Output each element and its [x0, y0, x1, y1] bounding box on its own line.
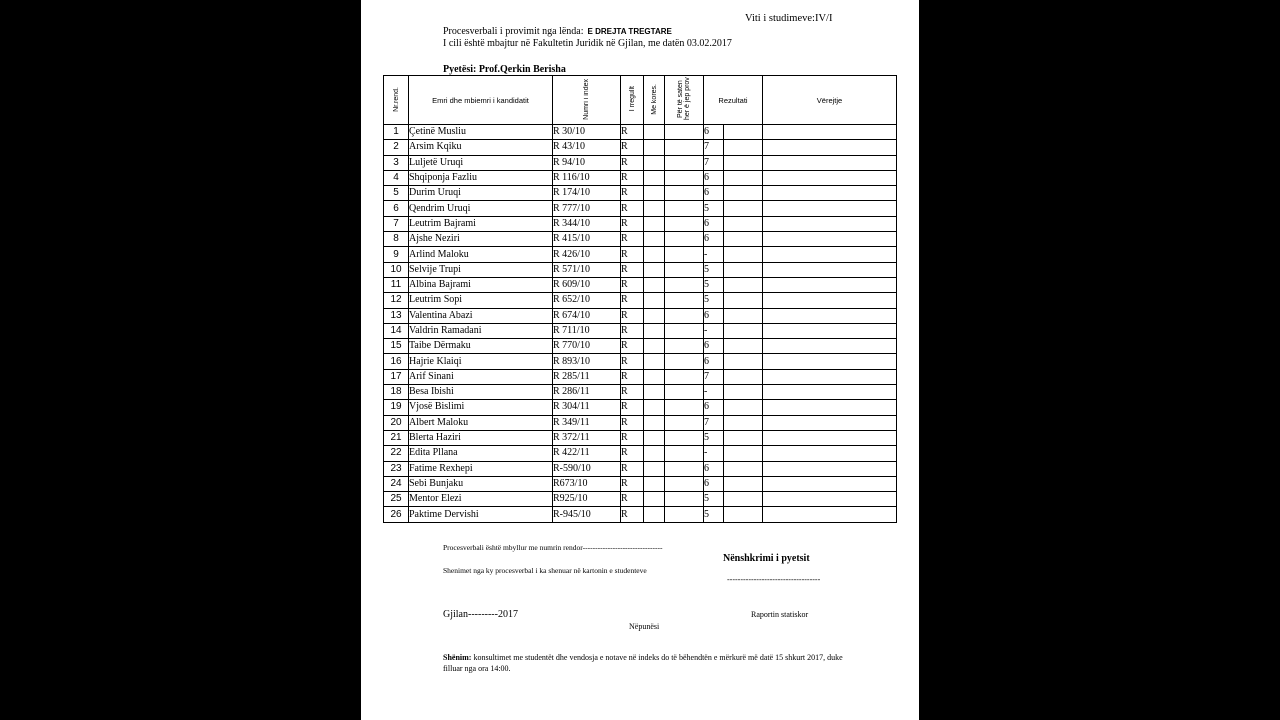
regular-mark: R: [621, 201, 644, 216]
row-number: 1: [384, 125, 409, 140]
result-extra-cell: [724, 339, 763, 354]
table-row: [384, 400, 897, 415]
remarks-cell: [763, 262, 897, 277]
correspondence-cell: [644, 354, 665, 369]
table-row: [384, 492, 897, 507]
remarks-cell: [763, 277, 897, 292]
index-number: R 426/10: [553, 247, 621, 262]
col-regular: I rregullt: [621, 76, 644, 125]
remarks-cell: [763, 247, 897, 262]
regular-mark: R: [621, 476, 644, 491]
student-name: Vjosë Bislimi: [409, 400, 553, 415]
retake-cell: [665, 400, 704, 415]
index-number: R 94/10: [553, 155, 621, 170]
table-row: [384, 339, 897, 354]
index-number: R 285/11: [553, 369, 621, 384]
grade-cell: 6: [704, 461, 724, 476]
student-name: Albert Maloku: [409, 415, 553, 430]
col-result: Rezultati: [704, 76, 763, 125]
correspondence-cell: [644, 201, 665, 216]
note: [443, 653, 843, 674]
result-extra-cell: [724, 400, 763, 415]
correspondence-cell: [644, 216, 665, 231]
index-number: R 609/10: [553, 277, 621, 292]
index-number: R 349/11: [553, 415, 621, 430]
retake-cell: [665, 155, 704, 170]
index-number: R 116/10: [553, 170, 621, 185]
retake-cell: [665, 507, 704, 522]
remarks-cell: [763, 323, 897, 338]
correspondence-cell: [644, 369, 665, 384]
row-number: 6: [384, 201, 409, 216]
row-number: 16: [384, 354, 409, 369]
retake-cell: [665, 308, 704, 323]
regular-mark: R: [621, 140, 644, 155]
regular-mark: R: [621, 277, 644, 292]
table-row: [384, 354, 897, 369]
retake-cell: [665, 415, 704, 430]
result-extra-cell: [724, 277, 763, 292]
result-extra-cell: [724, 308, 763, 323]
table-row: [384, 140, 897, 155]
table-row: [384, 155, 897, 170]
retake-cell: [665, 293, 704, 308]
correspondence-cell: [644, 293, 665, 308]
row-number: 19: [384, 400, 409, 415]
grade-cell: 5: [704, 430, 724, 445]
exam-location-date: I cili është mbajtur në Fakultetin Juridik në Gjilan, me datën 03.02.2017: [443, 38, 732, 49]
regular-mark: R: [621, 369, 644, 384]
student-name: Valentina Abazi: [409, 308, 553, 323]
retake-cell: [665, 461, 704, 476]
row-number: 23: [384, 461, 409, 476]
grade-cell: 5: [704, 293, 724, 308]
student-name: Leutrim Sopi: [409, 293, 553, 308]
result-extra-cell: [724, 492, 763, 507]
remarks-cell: [763, 492, 897, 507]
retake-cell: [665, 277, 704, 292]
correspondence-cell: [644, 140, 665, 155]
result-extra-cell: [724, 125, 763, 140]
grade-cell: -: [704, 385, 724, 400]
result-extra-cell: [724, 369, 763, 384]
result-extra-cell: [724, 507, 763, 522]
retake-cell: [665, 492, 704, 507]
row-number: 5: [384, 186, 409, 201]
table-row: [384, 277, 897, 292]
index-number: R 30/10: [553, 125, 621, 140]
result-extra-cell: [724, 186, 763, 201]
note-label: Shënim:: [443, 653, 472, 662]
row-number: 24: [384, 476, 409, 491]
correspondence-cell: [644, 507, 665, 522]
grade-cell: 6: [704, 125, 724, 140]
correspondence-cell: [644, 170, 665, 185]
retake-cell: [665, 430, 704, 445]
grade-cell: 5: [704, 201, 724, 216]
student-name: Edita Pllana: [409, 446, 553, 461]
grade-cell: 5: [704, 492, 724, 507]
table-row: [384, 323, 897, 338]
index-number: R-590/10: [553, 461, 621, 476]
signature-line: -----------------------------------: [727, 575, 821, 584]
index-number: R673/10: [553, 476, 621, 491]
regular-mark: R: [621, 155, 644, 170]
row-number: 10: [384, 262, 409, 277]
row-number: 9: [384, 247, 409, 262]
correspondence-cell: [644, 492, 665, 507]
regular-mark: R: [621, 400, 644, 415]
correspondence-cell: [644, 308, 665, 323]
student-name: Mentor Elezi: [409, 492, 553, 507]
statistics-report: Raportin statiskor: [751, 610, 809, 619]
index-number: R 571/10: [553, 262, 621, 277]
index-number: R 422/11: [553, 446, 621, 461]
student-name: Taibe Dërmaku: [409, 339, 553, 354]
grade-cell: 7: [704, 140, 724, 155]
remarks-cell: [763, 201, 897, 216]
index-number: R 652/10: [553, 293, 621, 308]
retake-cell: [665, 186, 704, 201]
table-row: [384, 125, 897, 140]
student-name: Valdrin Ramadani: [409, 323, 553, 338]
index-number: R 415/10: [553, 232, 621, 247]
place-date: Gjilan---------2017: [443, 609, 518, 620]
row-number: 26: [384, 507, 409, 522]
regular-mark: R: [621, 507, 644, 522]
signature-title: Nënshkrimi i pyetsit: [723, 553, 810, 564]
grade-cell: 5: [704, 262, 724, 277]
table-row: [384, 201, 897, 216]
regular-mark: R: [621, 354, 644, 369]
result-extra-cell: [724, 155, 763, 170]
correspondence-cell: [644, 323, 665, 338]
student-name: Besa Ibishi: [409, 385, 553, 400]
note-text: konsultimet me studentët dhe vendosja e notave në indeks do të bëhendtën e mërkurë më datë 15 shkurt 2017, duke filluar nga ora 14:00.: [443, 653, 843, 673]
table-row: [384, 170, 897, 185]
regular-mark: R: [621, 308, 644, 323]
index-number: R 43/10: [553, 140, 621, 155]
row-number: 12: [384, 293, 409, 308]
index-number: R 344/10: [553, 216, 621, 231]
correspondence-cell: [644, 339, 665, 354]
student-name: Leutrim Bajrami: [409, 216, 553, 231]
correspondence-cell: [644, 400, 665, 415]
remarks-cell: [763, 507, 897, 522]
closing-line: Procesverbali është mbyllur me numrin rendor--------------------------------: [443, 543, 663, 552]
correspondence-cell: [644, 247, 665, 262]
col-retake: Për të saten her ë jep prov: [665, 76, 704, 125]
remarks-cell: [763, 216, 897, 231]
table-row: [384, 507, 897, 522]
grade-cell: -: [704, 323, 724, 338]
remarks-cell: [763, 293, 897, 308]
result-extra-cell: [724, 354, 763, 369]
correspondence-cell: [644, 277, 665, 292]
result-extra-cell: [724, 293, 763, 308]
row-number: 25: [384, 492, 409, 507]
result-extra-cell: [724, 385, 763, 400]
year-of-study: Viti i studimeve:IV/I: [745, 13, 833, 24]
student-name: Arif Sinani: [409, 369, 553, 384]
correspondence-cell: [644, 476, 665, 491]
student-name: Paktime Dervishi: [409, 507, 553, 522]
grade-cell: -: [704, 247, 724, 262]
row-number: 14: [384, 323, 409, 338]
correspondence-cell: [644, 186, 665, 201]
student-name: Luljetë Uruqi: [409, 155, 553, 170]
table-row: [384, 369, 897, 384]
result-extra-cell: [724, 415, 763, 430]
retake-cell: [665, 170, 704, 185]
col-nr: Nr.rend.: [384, 76, 409, 125]
result-extra-cell: [724, 170, 763, 185]
remarks-cell: [763, 155, 897, 170]
retake-cell: [665, 140, 704, 155]
row-number: 21: [384, 430, 409, 445]
remarks-cell: [763, 125, 897, 140]
correspondence-cell: [644, 415, 665, 430]
row-number: 11: [384, 277, 409, 292]
exam-record-heading: [443, 26, 672, 37]
student-name: Ajshe Neziri: [409, 232, 553, 247]
document-page: [361, 0, 919, 720]
retake-cell: [665, 339, 704, 354]
results-table: [383, 75, 897, 523]
table-header-row: [384, 76, 897, 125]
row-number: 15: [384, 339, 409, 354]
regular-mark: R: [621, 125, 644, 140]
index-number: R 711/10: [553, 323, 621, 338]
remarks-cell: [763, 369, 897, 384]
correspondence-cell: [644, 430, 665, 445]
correspondence-cell: [644, 262, 665, 277]
result-extra-cell: [724, 247, 763, 262]
index-number: R 304/11: [553, 400, 621, 415]
index-number: R925/10: [553, 492, 621, 507]
grade-cell: 6: [704, 354, 724, 369]
result-extra-cell: [724, 461, 763, 476]
regular-mark: R: [621, 247, 644, 262]
index-number: R 777/10: [553, 201, 621, 216]
regular-mark: R: [621, 186, 644, 201]
student-name: Fatime Rexhepi: [409, 461, 553, 476]
table-row: [384, 308, 897, 323]
grade-cell: 6: [704, 216, 724, 231]
table-row: [384, 186, 897, 201]
student-name: Sebi Bunjaku: [409, 476, 553, 491]
correspondence-cell: [644, 385, 665, 400]
regular-mark: R: [621, 492, 644, 507]
row-number: 20: [384, 415, 409, 430]
index-number: R 674/10: [553, 308, 621, 323]
regular-mark: R: [621, 461, 644, 476]
regular-mark: R: [621, 170, 644, 185]
correspondence-cell: [644, 461, 665, 476]
remarks-cell: [763, 446, 897, 461]
regular-mark: R: [621, 262, 644, 277]
table-row: [384, 216, 897, 231]
grade-cell: 7: [704, 415, 724, 430]
remarks-cell: [763, 415, 897, 430]
table-row: [384, 461, 897, 476]
index-number: R 174/10: [553, 186, 621, 201]
remarks-cell: [763, 186, 897, 201]
remarks-cell: [763, 354, 897, 369]
regular-mark: R: [621, 232, 644, 247]
grade-cell: 7: [704, 369, 724, 384]
student-name: Hajrie Klaiqi: [409, 354, 553, 369]
table-row: [384, 262, 897, 277]
grade-cell: 6: [704, 170, 724, 185]
student-name: Arsim Kqiku: [409, 140, 553, 155]
retake-cell: [665, 216, 704, 231]
grade-cell: 6: [704, 186, 724, 201]
examiner-name: Pyetësi: Prof.Qerkin Berisha: [443, 64, 566, 75]
regular-mark: R: [621, 415, 644, 430]
col-remarks: Vërejtje: [763, 76, 897, 125]
student-name: Albina Bajrami: [409, 277, 553, 292]
retake-cell: [665, 369, 704, 384]
regular-mark: R: [621, 430, 644, 445]
grade-cell: -: [704, 446, 724, 461]
remarks-cell: [763, 308, 897, 323]
row-number: 13: [384, 308, 409, 323]
regular-mark: R: [621, 323, 644, 338]
student-name: Shqiponja Fazliu: [409, 170, 553, 185]
remarks-cell: [763, 385, 897, 400]
index-number: R 770/10: [553, 339, 621, 354]
index-number: R 286/11: [553, 385, 621, 400]
retake-cell: [665, 262, 704, 277]
grade-cell: 7: [704, 155, 724, 170]
regular-mark: R: [621, 339, 644, 354]
remarks-cell: [763, 339, 897, 354]
student-name: Selvije Trupi: [409, 262, 553, 277]
student-name: Arlind Maloku: [409, 247, 553, 262]
correspondence-cell: [644, 232, 665, 247]
result-extra-cell: [724, 140, 763, 155]
regular-mark: R: [621, 446, 644, 461]
retake-cell: [665, 125, 704, 140]
index-number: R-945/10: [553, 507, 621, 522]
row-number: 2: [384, 140, 409, 155]
result-extra-cell: [724, 232, 763, 247]
student-name: Çetinë Musliu: [409, 125, 553, 140]
retake-cell: [665, 385, 704, 400]
retake-cell: [665, 201, 704, 216]
remarks-cell: [763, 400, 897, 415]
table-row: [384, 446, 897, 461]
regular-mark: R: [621, 216, 644, 231]
result-extra-cell: [724, 262, 763, 277]
result-extra-cell: [724, 446, 763, 461]
correspondence-cell: [644, 155, 665, 170]
table-row: [384, 430, 897, 445]
row-number: 22: [384, 446, 409, 461]
row-number: 7: [384, 216, 409, 231]
row-number: 4: [384, 170, 409, 185]
remarks-cell: [763, 232, 897, 247]
row-number: 17: [384, 369, 409, 384]
table-row: [384, 415, 897, 430]
student-name: Blerta Haziri: [409, 430, 553, 445]
notes-line: Shenimet nga ky procesverbal i ka shenuar në kartonin e studenteve: [443, 566, 647, 575]
remarks-cell: [763, 476, 897, 491]
student-name: Durim Uruqi: [409, 186, 553, 201]
correspondence-cell: [644, 446, 665, 461]
retake-cell: [665, 446, 704, 461]
result-extra-cell: [724, 216, 763, 231]
result-extra-cell: [724, 201, 763, 216]
grade-cell: 6: [704, 339, 724, 354]
result-extra-cell: [724, 476, 763, 491]
retake-cell: [665, 323, 704, 338]
remarks-cell: [763, 170, 897, 185]
heading-prefix: Procesverbali i provimit nga lënda:: [443, 26, 584, 37]
remarks-cell: [763, 430, 897, 445]
table-row: [384, 293, 897, 308]
grade-cell: 5: [704, 277, 724, 292]
retake-cell: [665, 476, 704, 491]
regular-mark: R: [621, 385, 644, 400]
student-name: Qendrim Uruqi: [409, 201, 553, 216]
row-number: 8: [384, 232, 409, 247]
grade-cell: 5: [704, 507, 724, 522]
subject-name: E DREJTA TREGTARE: [587, 27, 672, 36]
grade-cell: 6: [704, 400, 724, 415]
result-extra-cell: [724, 430, 763, 445]
table-row: [384, 232, 897, 247]
result-extra-cell: [724, 323, 763, 338]
table-row: [384, 247, 897, 262]
grade-cell: 6: [704, 476, 724, 491]
table-row: [384, 476, 897, 491]
remarks-cell: [763, 461, 897, 476]
table-row: [384, 385, 897, 400]
retake-cell: [665, 247, 704, 262]
col-name: Emri dhe mbiemri i kandidatit: [409, 76, 553, 125]
index-number: R 893/10: [553, 354, 621, 369]
clerk-label: Nëpunësi: [629, 622, 660, 631]
retake-cell: [665, 232, 704, 247]
col-correspondence: Me kores.: [644, 76, 665, 125]
remarks-cell: [763, 140, 897, 155]
row-number: 18: [384, 385, 409, 400]
regular-mark: R: [621, 293, 644, 308]
grade-cell: 6: [704, 232, 724, 247]
col-index: Numri i index: [553, 76, 621, 125]
retake-cell: [665, 354, 704, 369]
correspondence-cell: [644, 125, 665, 140]
row-number: 3: [384, 155, 409, 170]
grade-cell: 6: [704, 308, 724, 323]
index-number: R 372/11: [553, 430, 621, 445]
